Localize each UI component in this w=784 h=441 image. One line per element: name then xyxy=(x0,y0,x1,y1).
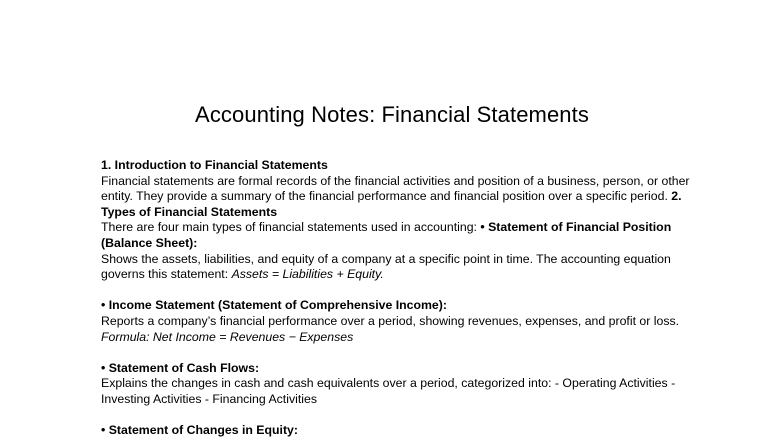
spacer xyxy=(101,345,691,361)
accounting-equation: Assets = Liabilities + Equity. xyxy=(231,267,384,282)
spacer xyxy=(101,283,691,299)
balance-sheet-heading: • Statement of Financial Position (Balance Sheet): xyxy=(101,220,672,250)
changes-in-equity-heading: • Statement of Changes in Equity: xyxy=(101,423,298,438)
cash-flows-heading: • Statement of Cash Flows: xyxy=(101,360,260,375)
section-2-heading: 2. Types of Financial Statements xyxy=(101,189,682,219)
income-statement-paragraph: Reports a company’s financial performance over a period, showing revenues, expenses, and profit or loss. xyxy=(101,313,680,328)
document-title: Accounting Notes: Financial Statements xyxy=(195,102,589,127)
section-1-heading: 1. Introduction to Financial Statements xyxy=(101,158,328,172)
document-body xyxy=(101,158,691,439)
spacer xyxy=(101,408,691,424)
net-income-formula: Formula: Net Income = Revenues − Expenses xyxy=(101,329,354,344)
cash-flows-paragraph: Explains the changes in cash and cash equivalents over a period, categorized into: - Operating Activities - Investing Activities - Financing Activities xyxy=(101,376,676,406)
section-1-paragraph: Financial statements are formal records of the financial activities and position of a business, person, or other entity. They provide a summary of the financial performance and financial position over a specific period. 2. Types of Financial Statements xyxy=(101,173,690,219)
balance-sheet-paragraph: Shows the assets, liabilities, and equity of a company at a specific point in time. The accounting equation governs this statement: Assets = Liabilities + Equity. xyxy=(101,251,671,282)
income-statement-heading: • Income Statement (Statement of Comprehensive Income): xyxy=(101,298,447,313)
section-2-intro-paragraph: There are four main types of financial statements used in accounting: • Statement of Financial Position (Balance Sheet): xyxy=(101,220,672,250)
